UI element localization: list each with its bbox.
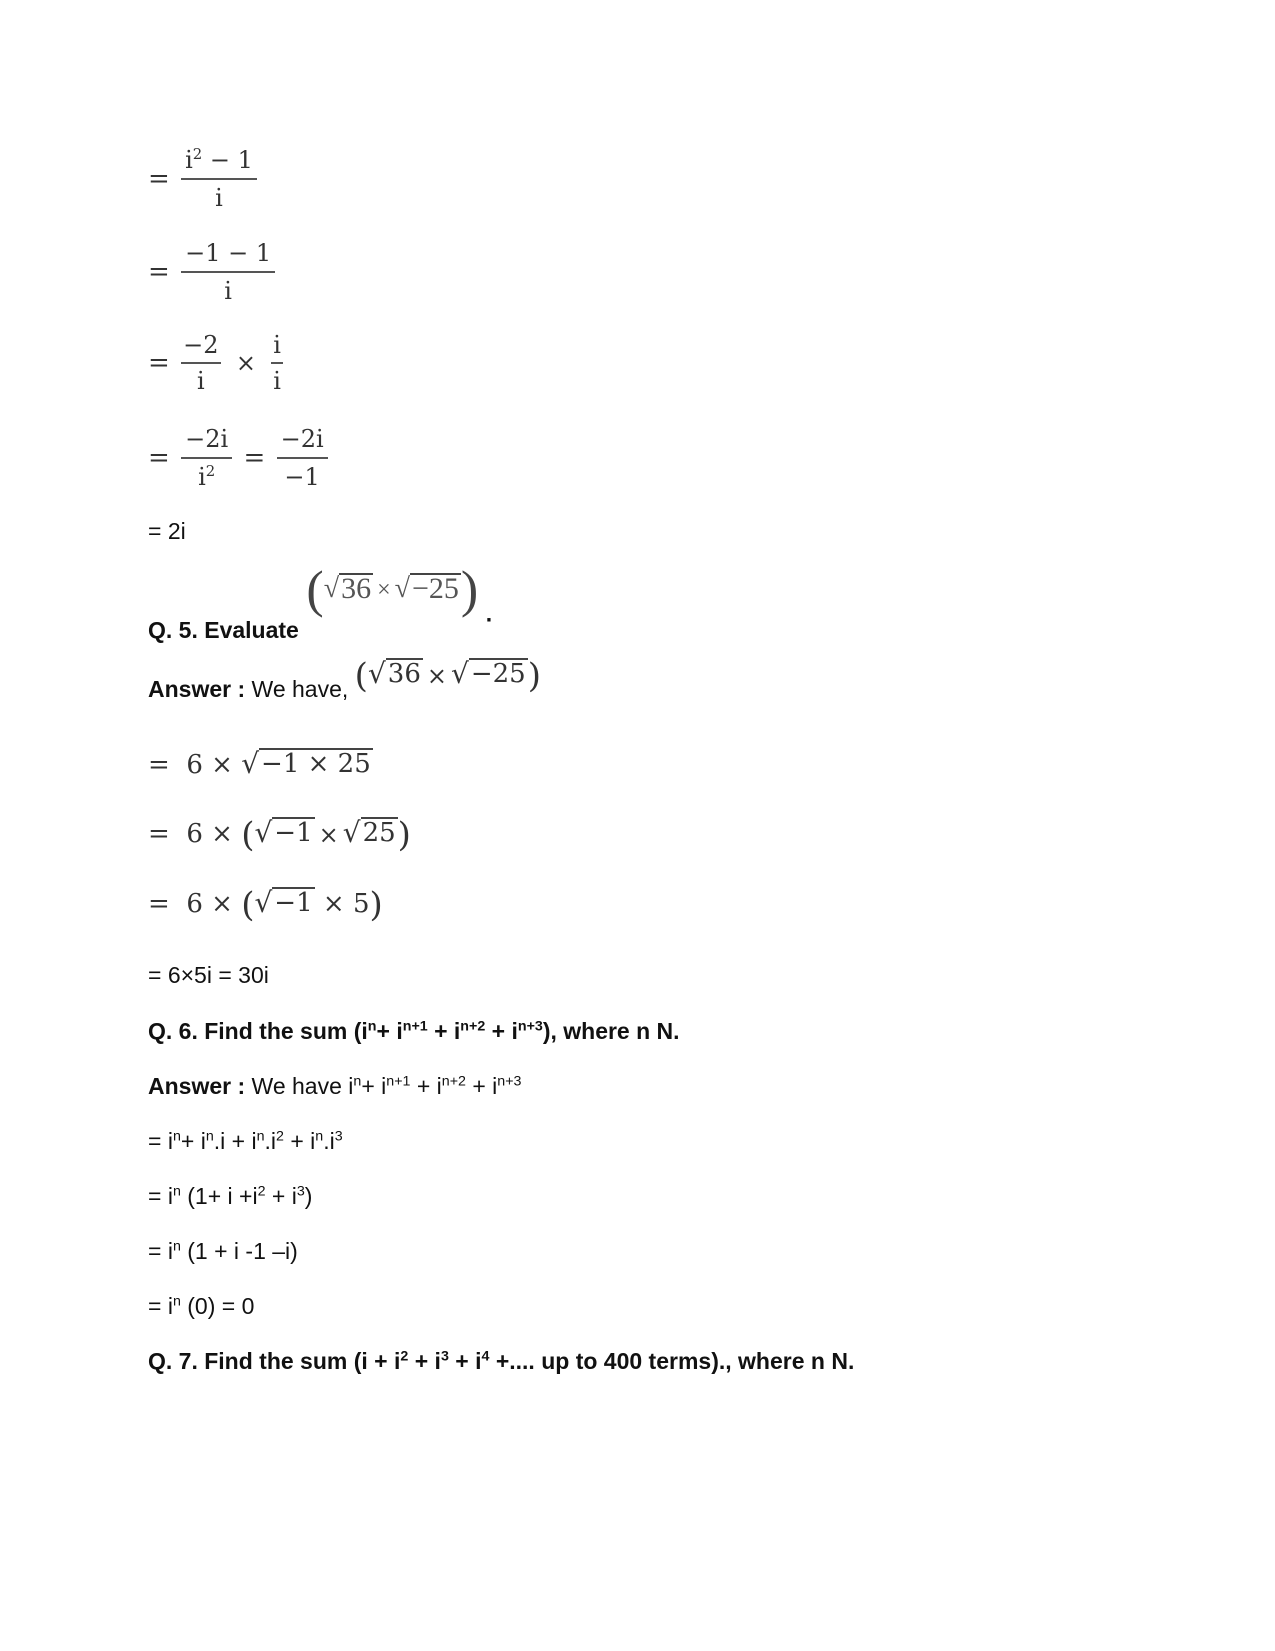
q5-step-2: = 6 × ( √ −1 × √ 25 ): [148, 815, 411, 855]
denominator: i: [224, 277, 232, 305]
fraction: [181, 145, 257, 213]
equals-sign: =: [148, 348, 170, 378]
sqrt-neg-25: √ −25: [394, 572, 459, 606]
times-sign: ×: [235, 349, 256, 377]
sqrt-expression: √ −1 × 25: [241, 747, 371, 780]
numerator: −2i: [277, 424, 328, 459]
q6-step-4: = $i^n$ (0) = 0: [148, 1293, 255, 1319]
equals-sign: =: [148, 164, 170, 194]
denominator: $i^2$: [198, 462, 216, 491]
paren-open: (: [306, 562, 324, 619]
q5-step-1: = 6 × √ −1 × 25: [148, 747, 371, 780]
step-3: [148, 331, 287, 395]
answer-expression: ( √ 36 × √ −25 ): [354, 656, 541, 696]
question-label: Q. 5. Evaluate: [148, 617, 299, 643]
q5-step-4: = 6×5i = 30i: [148, 962, 269, 988]
equals-sign: =: [243, 443, 266, 473]
period: .: [485, 600, 493, 627]
question-6: Q. 6. Find the sum $(i^n+ i^{n+1} + i^{n+2} + i^{n+3})$, where n N.: [148, 1018, 680, 1044]
paren-close: ): [460, 562, 479, 619]
fraction-left: [181, 331, 220, 395]
q6-step-1: = $i^n+ i^n.i + i^n.i^2 + i^n.i^3$: [148, 1128, 343, 1154]
fraction-right: [277, 424, 328, 492]
denominator: i: [196, 367, 205, 395]
q5-step-3: = 6 × ( √ −1 × 5): [148, 885, 383, 925]
fraction-left: [181, 424, 232, 492]
fraction-right: [271, 331, 283, 395]
numerator: $i^2 - 1$: [181, 145, 257, 180]
equals-sign: =: [148, 443, 170, 473]
question-5: [148, 562, 493, 644]
answer-label: Answer :: [148, 1073, 246, 1099]
numerator: −2: [181, 331, 220, 364]
numerator: −1 − 1: [181, 238, 275, 273]
sqrt-36: √ 36: [323, 572, 372, 606]
numerator: i: [271, 331, 283, 364]
q6-step-2: = $i^n$ $(1+ i +i^2 + i^3)$: [148, 1183, 313, 1209]
answer-label: Answer :: [148, 676, 246, 702]
q5-answer: [148, 656, 541, 710]
q6-answer: Answer : We have $i^n+ i^{n+1} + i^{n+2} + i^{n+3}$: [148, 1073, 522, 1099]
denominator: i: [273, 367, 281, 395]
step-1: [148, 145, 261, 213]
answer-text: We have,: [245, 676, 355, 702]
step-2: [148, 238, 279, 306]
denominator: −1: [284, 463, 320, 491]
fraction: [181, 238, 275, 306]
numerator: −2i: [181, 424, 232, 459]
denominator: i: [215, 184, 223, 212]
equals-sign: =: [148, 257, 170, 287]
step-5: = 2i: [148, 518, 186, 544]
question-expression: ( √ 36 × √ −25 ): [306, 562, 479, 619]
question-7: Q. 7. Find the sum ($i + i^2 + i^3 + i^4$ +.... up to 400 terms)., where n N.: [148, 1348, 855, 1374]
q6-step-3: = $i^n$ (1 + i -1 –i): [148, 1238, 298, 1264]
step-4: [148, 424, 332, 492]
